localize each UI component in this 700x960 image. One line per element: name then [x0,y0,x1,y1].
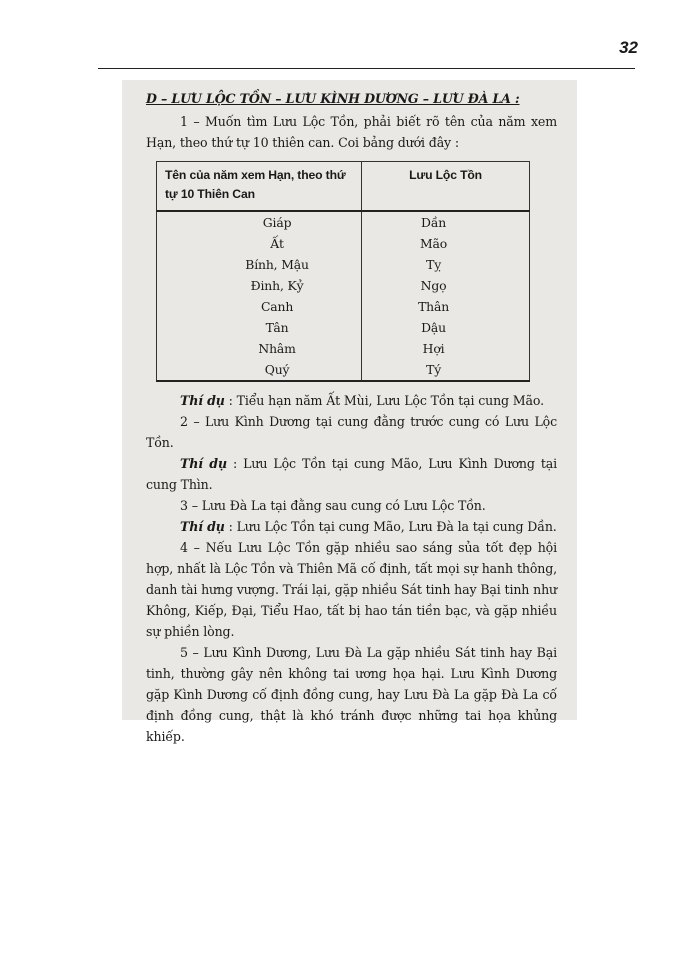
can-cell: Ất [157,233,362,254]
thien-can-table [156,161,530,382]
table-row [157,211,530,233]
example-1 [146,390,557,411]
table-header-loc-ton: Lưu Lộc Tồn [362,162,530,212]
page-number: 32 [619,38,638,57]
can-cell: Bính, Mậu [157,254,362,275]
can-cell: Quý [157,359,362,381]
loc-ton-cell: Thân [362,296,530,317]
loc-ton-cell: Tỵ [362,254,530,275]
table-row [157,296,530,317]
table-row [157,317,530,338]
loc-ton-cell: Tý [362,359,530,381]
example-2 [146,453,557,495]
table-header-can: Tên của năm xem Hạn, theo thứ tự 10 Thiên Can [157,162,362,212]
example-text: : Lưu Lộc Tồn tại cung Mão, Lưu Kình Dương tại cung Thìn. [146,456,557,492]
section-heading: D – LƯU LỘC TỒN – LƯU KÌNH DƯƠNG – LƯU ĐÀ LA : [146,91,520,106]
example-3 [146,516,557,537]
table-row [157,275,530,296]
can-cell: Tân [157,317,362,338]
paragraph-3: 3 – Lưu Đà La tại đằng sau cung có Lưu Lộc Tồn. [180,498,486,513]
can-cell: Nhâm [157,338,362,359]
can-cell: Giáp [157,211,362,233]
paragraph-2: 2 – Lưu Kình Dương tại cung đằng trước cung có Lưu Lộc Tồn. [146,414,557,450]
table-row [157,359,530,381]
scanned-page [122,80,577,744]
loc-ton-cell: Dậu [362,317,530,338]
table-row [157,254,530,275]
example-text: : Lưu Lộc Tồn tại cung Mão, Lưu Đà la tại cung Dần. [224,519,557,534]
example-label: Thí dụ [180,393,225,408]
paragraph-1: 1 – Muốn tìm Lưu Lộc Tồn, phải biết rõ tên của năm xem Hạn, theo thứ tự 10 thiên can. Coi bảng dưới đây : [146,114,557,150]
table-row [157,338,530,359]
table-row [157,233,530,254]
paragraph-4: 4 – Nếu Lưu Lộc Tồn gặp nhiều sao sáng sủa tốt đẹp hội hợp, nhất là Lộc Tồn và Thiên Mã cố định, tất mọi sự hanh thông, danh tài hưng vượng. Trái lại, gặp nhiều Sát tinh hay Bại tinh như Không, Kiếp, Đại, Tiểu Hao, tất bị hao tán tiền bạc, và gặp nhiều sự phiền lòng. [146,540,557,639]
example-label: Thí dụ [180,519,225,534]
loc-ton-cell: Hợi [362,338,530,359]
loc-ton-cell: Dần [362,211,530,233]
paragraph-5: 5 – Lưu Kình Dương, Lưu Đà La gặp nhiều Sát tinh hay Bại tinh, thường gây nên không tai ương họa hại. Lưu Kình Dương gặp Kình Dương cố định đồng cung, hay Lưu Đà La gặp Đà La cố định đồng cung, thật là khó tránh được những tai họa khủng khiếp. [146,645,557,744]
can-cell: Canh [157,296,362,317]
loc-ton-cell: Mão [362,233,530,254]
header-rule [98,68,635,69]
can-cell: Đinh, Kỷ [157,275,362,296]
example-text: : Tiểu hạn năm Ất Mùi, Lưu Lộc Tồn tại cung Mão. [224,393,544,408]
loc-ton-cell: Ngọ [362,275,530,296]
example-label: Thí dụ [180,456,227,471]
